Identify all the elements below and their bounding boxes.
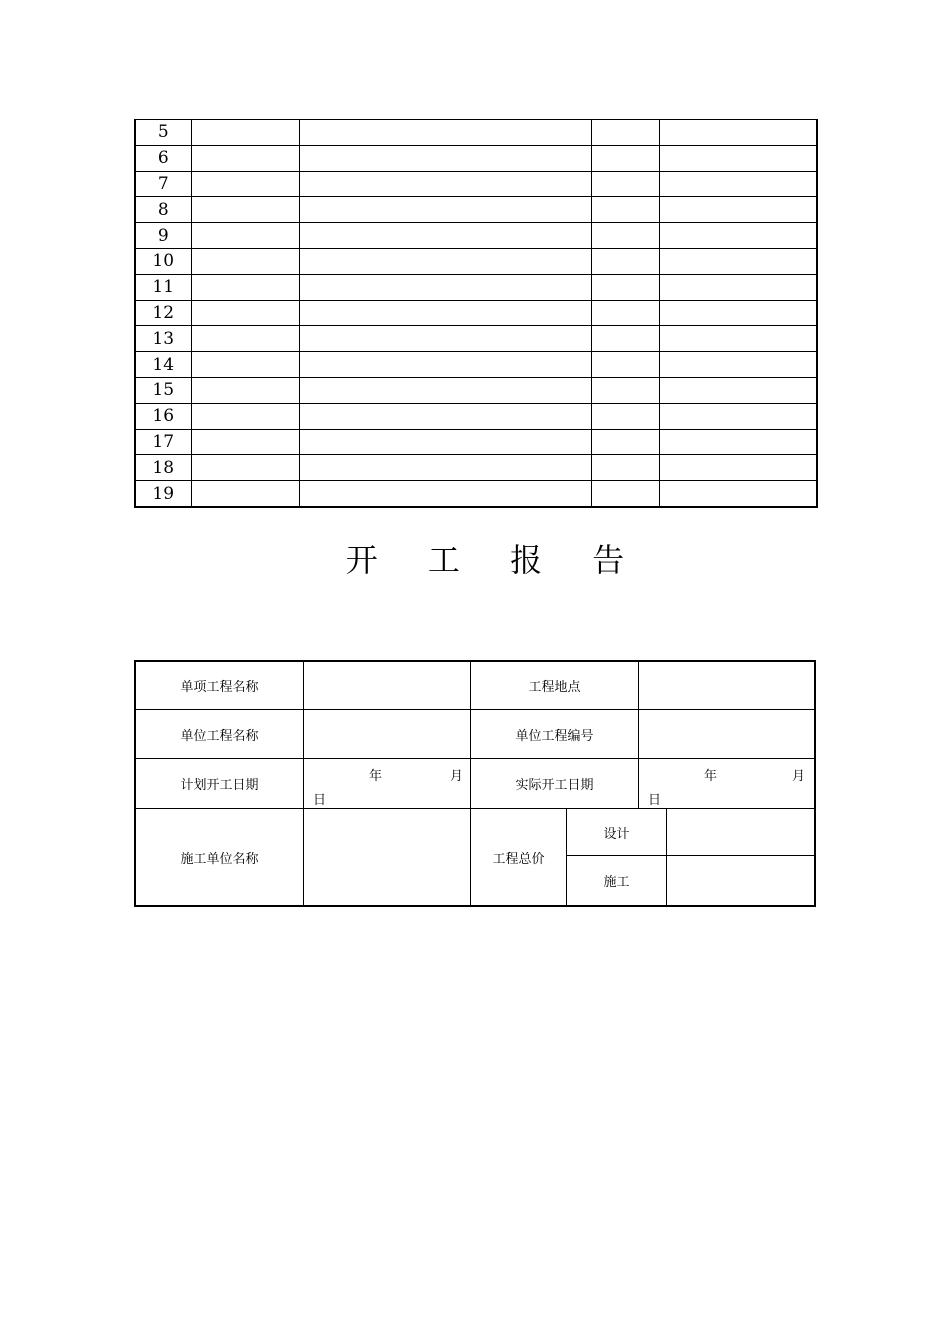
- table-cell[interactable]: [591, 403, 659, 429]
- table-cell[interactable]: [191, 171, 299, 197]
- table-row: [135, 274, 817, 300]
- table-cell[interactable]: [591, 223, 659, 249]
- construction-cost-field[interactable]: [667, 856, 814, 905]
- table-cell[interactable]: [659, 197, 817, 223]
- table-row: [135, 248, 817, 274]
- table-cell[interactable]: [591, 377, 659, 403]
- page-title: 开 工 报 告: [345, 541, 645, 579]
- actual-date-month: 月: [792, 769, 806, 784]
- table-cell[interactable]: [659, 223, 817, 249]
- table-cell[interactable]: [299, 248, 591, 274]
- table-cell[interactable]: [659, 274, 817, 300]
- table-cell[interactable]: [591, 300, 659, 326]
- row-number: 8: [135, 197, 191, 223]
- table-cell[interactable]: [591, 171, 659, 197]
- start-report-form: [134, 660, 816, 907]
- table-cell[interactable]: [591, 120, 659, 146]
- actual-date-year: 年: [704, 769, 718, 784]
- table-cell[interactable]: [191, 145, 299, 171]
- table-cell[interactable]: [191, 326, 299, 352]
- table-cell[interactable]: [659, 403, 817, 429]
- table-cell[interactable]: [299, 145, 591, 171]
- table-cell[interactable]: [299, 377, 591, 403]
- row-number: 16: [135, 403, 191, 429]
- table-cell[interactable]: [191, 120, 299, 146]
- table-cell[interactable]: [191, 429, 299, 455]
- row-number: 7: [135, 171, 191, 197]
- planned-start-date-label: 计划开工日期: [180, 778, 259, 793]
- total-project-cost-label: 工程总价: [492, 851, 545, 867]
- construction-label: 施工: [603, 875, 630, 890]
- table-cell[interactable]: [591, 455, 659, 481]
- table-cell[interactable]: [191, 248, 299, 274]
- table-cell[interactable]: [659, 171, 817, 197]
- table-cell[interactable]: [591, 145, 659, 171]
- table-cell[interactable]: [299, 481, 591, 507]
- unit-project-number-label: 单位工程编号: [515, 728, 594, 744]
- numbered-table: [134, 119, 818, 508]
- table-cell[interactable]: [591, 352, 659, 378]
- table-row: [135, 481, 817, 507]
- planned-date-year: 年: [369, 769, 383, 784]
- row-number: 10: [135, 248, 191, 274]
- row-number: 17: [135, 429, 191, 455]
- construction-unit-name-label: 施工单位名称: [180, 851, 259, 867]
- table-row: [135, 377, 817, 403]
- table-row: [135, 120, 817, 146]
- table-cell[interactable]: [659, 481, 817, 507]
- table-cell[interactable]: [191, 403, 299, 429]
- single-project-name-field[interactable]: [304, 662, 470, 709]
- row-number: 6: [135, 145, 191, 171]
- table-cell[interactable]: [191, 197, 299, 223]
- table-cell[interactable]: [191, 377, 299, 403]
- project-location-field[interactable]: [639, 662, 814, 709]
- table-cell[interactable]: [191, 300, 299, 326]
- table-cell[interactable]: [299, 403, 591, 429]
- project-location-label: 工程地点: [528, 680, 581, 695]
- construction-unit-name-field[interactable]: [304, 809, 470, 905]
- row-number: 5: [135, 120, 191, 146]
- table-cell[interactable]: [591, 197, 659, 223]
- table-cell[interactable]: [299, 223, 591, 249]
- design-label: 设计: [603, 826, 630, 842]
- row-number: 19: [135, 481, 191, 507]
- table-cell[interactable]: [299, 300, 591, 326]
- table-cell[interactable]: [191, 223, 299, 249]
- table-row: [135, 352, 817, 378]
- table-cell[interactable]: [299, 429, 591, 455]
- row-number: 18: [135, 455, 191, 481]
- table-cell[interactable]: [191, 481, 299, 507]
- table-cell[interactable]: [299, 455, 591, 481]
- table-cell[interactable]: [659, 248, 817, 274]
- row-number: 15: [135, 377, 191, 403]
- table-row: [135, 197, 817, 223]
- table-cell[interactable]: [591, 429, 659, 455]
- unit-project-name-field[interactable]: [304, 710, 470, 758]
- table-cell[interactable]: [659, 429, 817, 455]
- table-cell[interactable]: [659, 326, 817, 352]
- table-row: [135, 429, 817, 455]
- table-cell[interactable]: [659, 300, 817, 326]
- unit-project-number-field[interactable]: [639, 710, 814, 758]
- table-cell[interactable]: [659, 145, 817, 171]
- table-cell[interactable]: [591, 248, 659, 274]
- table-cell[interactable]: [299, 274, 591, 300]
- row-number: 14: [135, 352, 191, 378]
- planned-start-date-field[interactable]: [304, 759, 470, 808]
- actual-date-day: 日: [648, 793, 662, 808]
- table-cell[interactable]: [591, 274, 659, 300]
- single-project-name-label: 单项工程名称: [180, 680, 259, 695]
- table-cell[interactable]: [659, 455, 817, 481]
- table-row: [135, 145, 817, 171]
- actual-start-date-label: 实际开工日期: [515, 778, 594, 793]
- table-row: [135, 300, 817, 326]
- table-cell[interactable]: [659, 377, 817, 403]
- table-cell[interactable]: [299, 120, 591, 146]
- design-cost-field[interactable]: [667, 809, 814, 855]
- table-cell[interactable]: [191, 274, 299, 300]
- table-row: [135, 223, 817, 249]
- planned-date-month: 月: [450, 769, 464, 784]
- table-row: [135, 403, 817, 429]
- planned-date-day: 日: [313, 793, 327, 808]
- table-cell[interactable]: [299, 352, 591, 378]
- table-row: [135, 326, 817, 352]
- table-cell[interactable]: [659, 352, 817, 378]
- row-number: 11: [135, 274, 191, 300]
- unit-project-name-label: 单位工程名称: [180, 728, 259, 744]
- row-number: 13: [135, 326, 191, 352]
- table-cell[interactable]: [591, 481, 659, 507]
- table-cell[interactable]: [591, 326, 659, 352]
- row-number: 12: [135, 300, 191, 326]
- table-cell[interactable]: [299, 197, 591, 223]
- table-cell[interactable]: [299, 171, 591, 197]
- table-cell[interactable]: [191, 352, 299, 378]
- row-number: 9: [135, 223, 191, 249]
- actual-start-date-field[interactable]: [639, 759, 814, 808]
- table-cell[interactable]: [191, 455, 299, 481]
- table-row: [135, 171, 817, 197]
- table-cell[interactable]: [659, 120, 817, 146]
- table-cell[interactable]: [299, 326, 591, 352]
- table-row: [135, 455, 817, 481]
